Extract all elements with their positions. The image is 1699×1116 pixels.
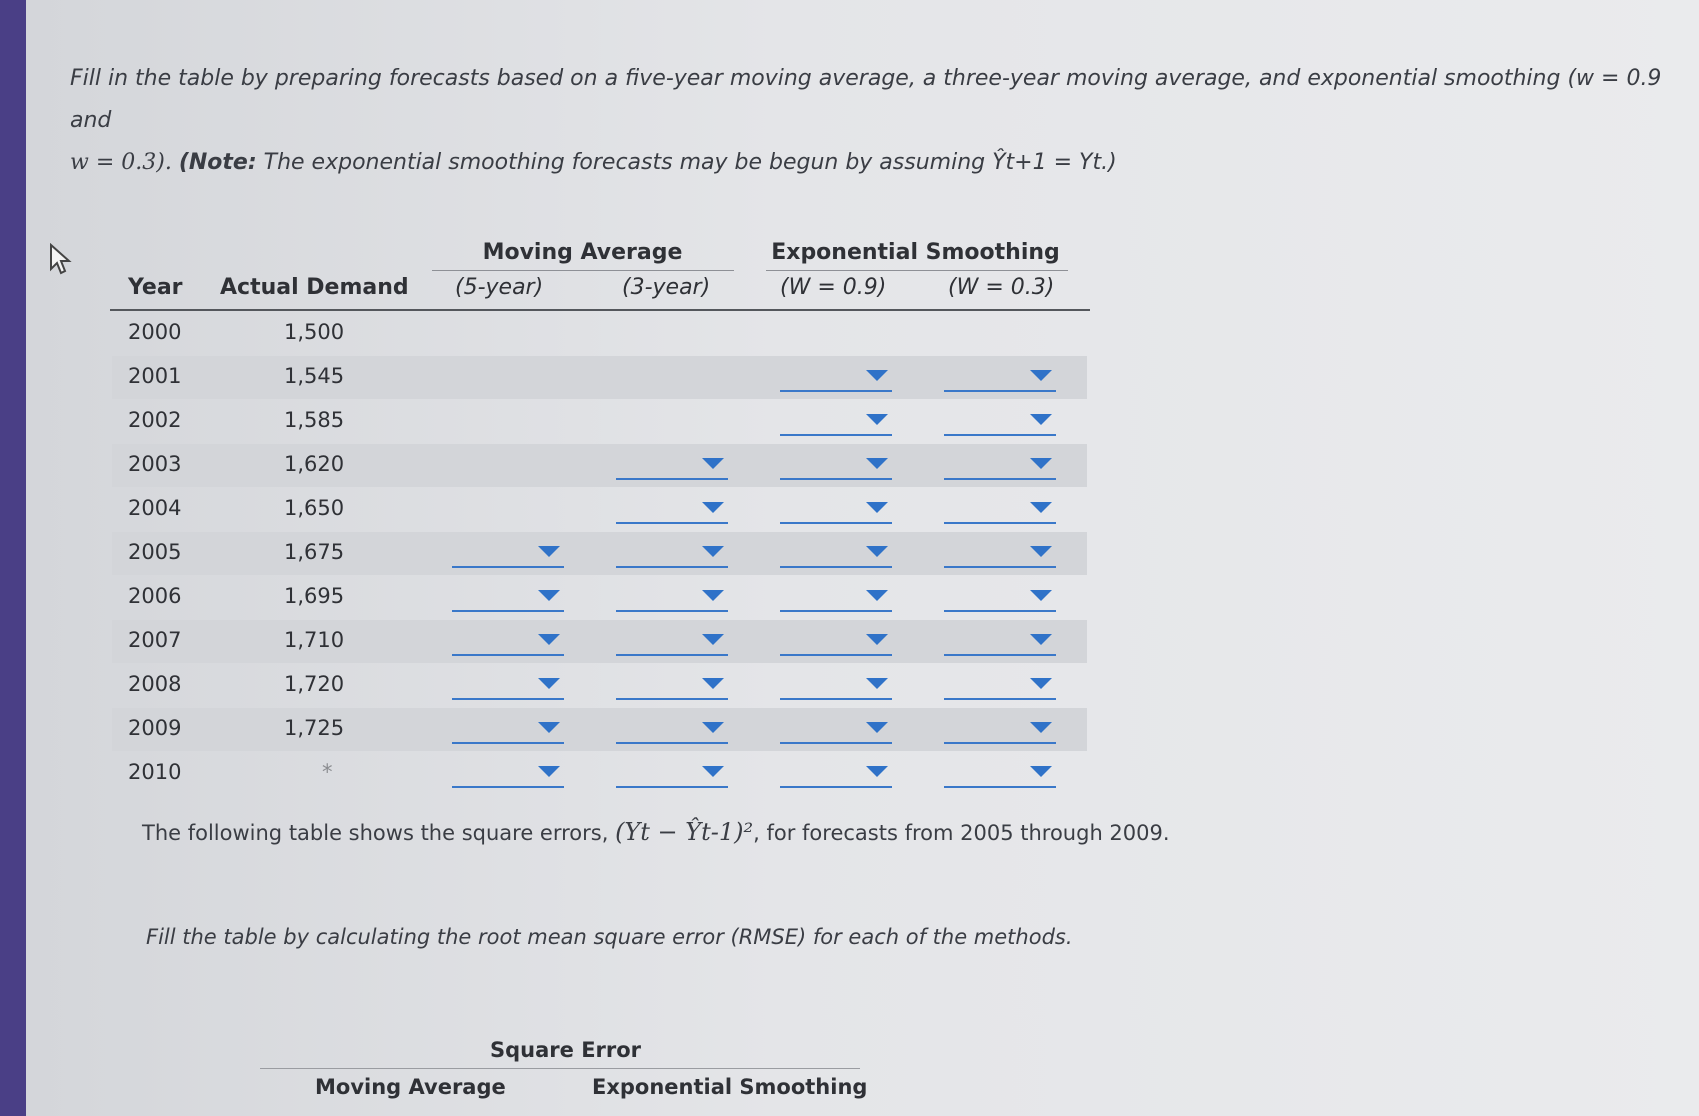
square-errors-formula: (Yt − Ŷt-1)² [615,818,754,846]
dropdown-underline [944,610,1056,612]
ma3-dropdown-2003[interactable] [616,450,728,480]
dropdown-arrow-icon [538,546,560,557]
square-errors-text-before: The following table shows the square errors, [142,821,616,845]
table-row-2001 [112,356,1087,399]
instructions-line-1: Fill in the table by preparing forecasts based on a five-year moving average, a three-year moving average, and exponential smoothing (w = 0.9 and [70,66,1662,133]
demand-cell: 1,620 [284,452,345,476]
dropdown-arrow-icon [702,634,724,645]
es09-dropdown-2002[interactable] [780,406,892,436]
instructions-math: w = 0.3). [70,150,179,175]
dropdown-underline [780,698,892,700]
mouse-cursor-icon [48,243,74,277]
dropdown-arrow-icon [702,678,724,689]
year-cell: 2002 [128,408,182,432]
dropdown-underline [616,522,728,524]
dropdown-arrow-icon [702,458,724,469]
dropdown-underline [944,742,1056,744]
square-error-title-rule [260,1068,860,1069]
year-cell: 2001 [128,364,182,388]
dropdown-arrow-icon [866,502,888,513]
es03-dropdown-2008[interactable] [944,670,1056,700]
dropdown-arrow-icon [866,546,888,557]
table-row-2010 [112,752,1087,795]
moving-average-group-header: Moving Average [482,240,683,265]
ma5-dropdown-2006[interactable] [452,582,564,612]
table-row-2003 [112,444,1087,487]
ma5-dropdown-2009[interactable] [452,714,564,744]
es03-column-header: (W = 0.3) [948,275,1055,300]
year-cell: 2005 [128,540,182,564]
dropdown-arrow-icon [1030,370,1052,381]
dropdown-underline [780,390,892,392]
dropdown-underline [780,610,892,612]
actual-demand-column-header: Actual Demand [220,275,409,300]
dropdown-underline [780,566,892,568]
demand-cell: 1,500 [284,320,345,344]
dropdown-arrow-icon [1030,590,1052,601]
es03-dropdown-2005[interactable] [944,538,1056,568]
instructions-note-text: The exponential smoothing forecasts may be begun by assuming Ŷt+1 = Yt.) [256,150,1117,175]
dropdown-arrow-icon [538,722,560,733]
year-cell: 2008 [128,672,182,696]
note-label: (Note: [178,150,257,175]
dropdown-underline [616,654,728,656]
dropdown-underline [944,434,1056,436]
table-row-2006 [112,576,1087,619]
es03-dropdown-2001[interactable] [944,362,1056,392]
year-cell: 2003 [128,452,182,476]
dropdown-underline [616,698,728,700]
es09-dropdown-2001[interactable] [780,362,892,392]
demand-cell: 1,695 [284,584,345,608]
ma3-dropdown-2005[interactable] [616,538,728,568]
dropdown-underline [616,742,728,744]
dropdown-arrow-icon [1030,502,1052,513]
es09-dropdown-2005[interactable] [780,538,892,568]
dropdown-underline [780,786,892,788]
es09-dropdown-2003[interactable] [780,450,892,480]
es09-dropdown-2009[interactable] [780,714,892,744]
ma5-dropdown-2010[interactable] [452,758,564,788]
table-row-2005 [112,532,1087,575]
dropdown-underline [452,654,564,656]
year-column-header: Year [128,275,183,300]
year-cell: 2006 [128,584,182,608]
dropdown-underline [616,610,728,612]
ma5-dropdown-2007[interactable] [452,626,564,656]
es03-dropdown-2004[interactable] [944,494,1056,524]
square-errors-note [142,818,1170,846]
header-rule [110,309,1090,311]
dropdown-arrow-icon [866,458,888,469]
square-error-moving-average-header: Moving Average [315,1075,506,1099]
year-cell: 2009 [128,716,182,740]
es03-dropdown-2010[interactable] [944,758,1056,788]
table-row-2004 [112,488,1087,531]
year-cell: 2010 [128,760,182,784]
es09-dropdown-2007[interactable] [780,626,892,656]
demand-cell: * [322,760,333,784]
dropdown-underline [616,566,728,568]
table-row-2000 [112,312,1087,355]
ma3-dropdown-2006[interactable] [616,582,728,612]
table-row-2009 [112,708,1087,751]
dropdown-underline [452,610,564,612]
demand-cell: 1,545 [284,364,345,388]
dropdown-underline [452,742,564,744]
dropdown-arrow-icon [866,414,888,425]
es03-dropdown-2002[interactable] [944,406,1056,436]
instructions [70,58,1670,184]
dropdown-arrow-icon [1030,766,1052,777]
table-row-2002 [112,400,1087,443]
dropdown-underline [944,698,1056,700]
dropdown-arrow-icon [702,590,724,601]
dropdown-underline [616,786,728,788]
es09-dropdown-2006[interactable] [780,582,892,612]
dropdown-arrow-icon [702,766,724,777]
square-errors-text-after: , for forecasts from 2005 through 2009. [753,821,1170,845]
dropdown-arrow-icon [1030,414,1052,425]
es03-dropdown-2003[interactable] [944,450,1056,480]
dropdown-arrow-icon [866,370,888,381]
dropdown-arrow-icon [702,502,724,513]
ma3-dropdown-2010[interactable] [616,758,728,788]
exponential-smoothing-group-header: Exponential Smoothing [771,240,1060,265]
dropdown-underline [944,566,1056,568]
dropdown-underline [780,522,892,524]
dropdown-underline [944,478,1056,480]
dropdown-underline [780,742,892,744]
dropdown-underline [944,654,1056,656]
moving-average-group-rule [432,270,734,271]
ma3-dropdown-2007[interactable] [616,626,728,656]
es09-dropdown-2008[interactable] [780,670,892,700]
dropdown-arrow-icon [538,678,560,689]
year-cell: 2000 [128,320,182,344]
dropdown-arrow-icon [702,546,724,557]
dropdown-underline [452,786,564,788]
dropdown-arrow-icon [1030,634,1052,645]
es03-dropdown-2006[interactable] [944,582,1056,612]
ma5-column-header: (5-year) [455,275,544,300]
demand-cell: 1,650 [284,496,345,520]
dropdown-arrow-icon [538,634,560,645]
dropdown-arrow-icon [866,766,888,777]
year-cell: 2004 [128,496,182,520]
ma3-column-header: (3-year) [622,275,711,300]
dropdown-arrow-icon [1030,678,1052,689]
dropdown-underline [780,434,892,436]
demand-cell: 1,710 [284,628,345,652]
dropdown-arrow-icon [866,590,888,601]
demand-cell: 1,720 [284,672,345,696]
ma3-dropdown-2009[interactable] [616,714,728,744]
es09-dropdown-2010[interactable] [780,758,892,788]
demand-cell: 1,585 [284,408,345,432]
es03-dropdown-2007[interactable] [944,626,1056,656]
dropdown-underline [452,566,564,568]
es09-column-header: (W = 0.9) [780,275,887,300]
left-sidebar-strip [0,0,26,1116]
ma5-dropdown-2005[interactable] [452,538,564,568]
dropdown-arrow-icon [538,590,560,601]
exponential-smoothing-group-rule [766,270,1068,271]
es09-dropdown-2004[interactable] [780,494,892,524]
demand-cell: 1,675 [284,540,345,564]
square-error-exponential-header: Exponential Smoothing [592,1075,868,1099]
dropdown-underline [616,478,728,480]
dropdown-arrow-icon [1030,546,1052,557]
dropdown-arrow-icon [866,722,888,733]
ma3-dropdown-2008[interactable] [616,670,728,700]
dropdown-arrow-icon [866,634,888,645]
dropdown-arrow-icon [702,722,724,733]
year-cell: 2007 [128,628,182,652]
dropdown-underline [944,390,1056,392]
dropdown-arrow-icon [538,766,560,777]
dropdown-underline [944,522,1056,524]
dropdown-underline [780,478,892,480]
ma3-dropdown-2004[interactable] [616,494,728,524]
dropdown-underline [944,786,1056,788]
es03-dropdown-2009[interactable] [944,714,1056,744]
ma5-dropdown-2008[interactable] [452,670,564,700]
demand-cell: 1,725 [284,716,345,740]
dropdown-arrow-icon [1030,722,1052,733]
dropdown-arrow-icon [1030,458,1052,469]
table-row-2007 [112,620,1087,663]
dropdown-underline [452,698,564,700]
dropdown-underline [780,654,892,656]
dropdown-arrow-icon [866,678,888,689]
rmse-instruction: Fill the table by calculating the root mean square error (RMSE) for each of the methods. [146,925,1073,949]
square-error-table-title: Square Error [490,1038,642,1062]
table-row-2008 [112,664,1087,707]
instructions-line-2 [70,142,1670,184]
